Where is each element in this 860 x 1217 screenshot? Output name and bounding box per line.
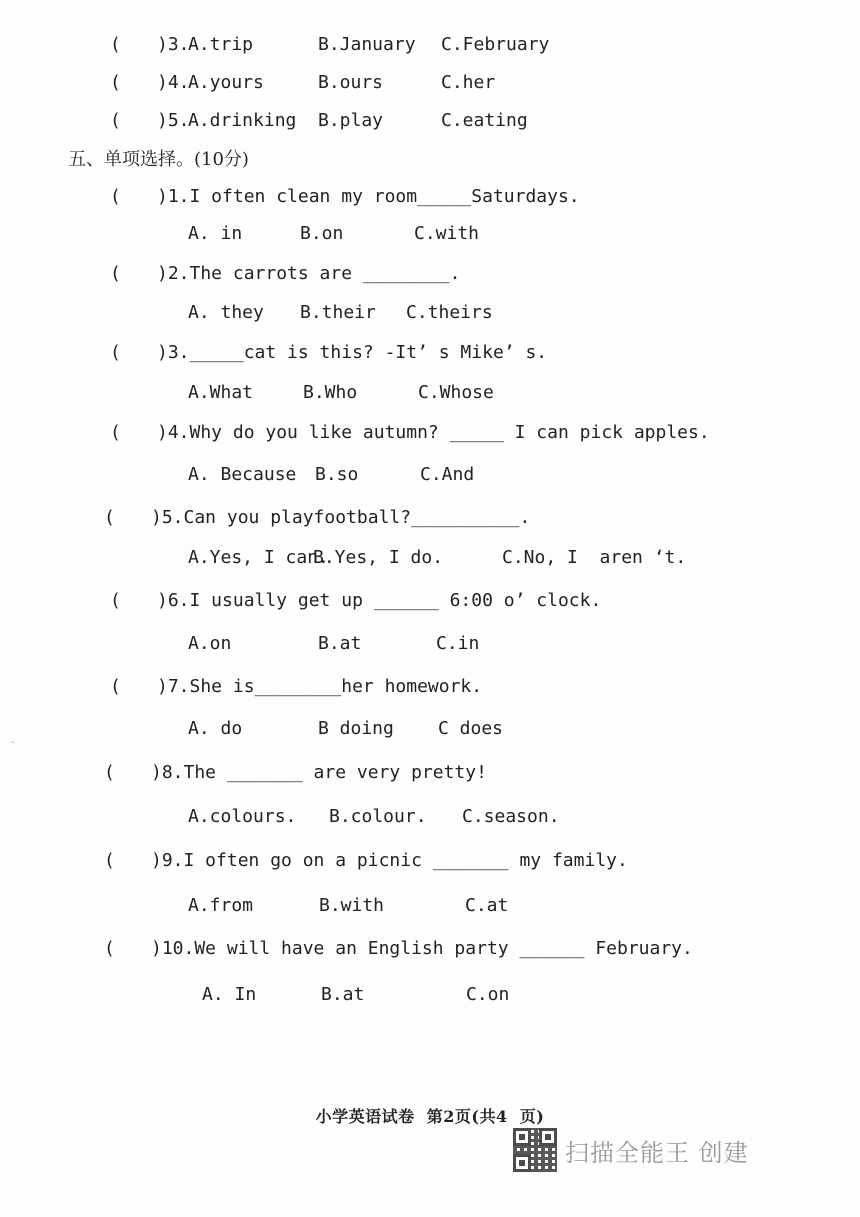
question-stem (0, 846, 860, 876)
qr-code-icon (513, 1128, 557, 1172)
option-b: B.with (319, 895, 385, 916)
question-options (0, 378, 860, 408)
option-b: B doing (318, 718, 394, 739)
option-a: A. Because (188, 464, 297, 485)
option-a: A.on (188, 633, 232, 654)
question-stem (0, 259, 860, 289)
question-options (0, 891, 860, 921)
question-text: )1.I often clean my room_____Saturdays. (157, 186, 580, 207)
option-c: C.season. (462, 806, 560, 827)
option-b: B.at (321, 984, 365, 1005)
question-stem (0, 672, 860, 702)
option-a: A.from (188, 895, 254, 916)
question-stem (0, 934, 860, 964)
question-text: )5.Can you playfootball?__________. (151, 507, 531, 528)
question-options (0, 219, 860, 249)
scanner-watermark (513, 1126, 749, 1174)
option-c: C.No, I aren ‘t. (502, 547, 687, 568)
option-c: C.theirs (406, 302, 493, 323)
option-a: A.What (188, 382, 254, 403)
option-a: A. in (188, 223, 243, 244)
option-row (0, 106, 860, 136)
answer-paren: ( (110, 34, 121, 55)
answer-paren: ( (110, 110, 121, 131)
option-b: B.Who (303, 382, 358, 403)
answer-paren: ( (110, 422, 121, 443)
option-c: C.on (466, 984, 510, 1005)
option-b: B.ours (318, 72, 384, 93)
option-a: A.colours. (188, 806, 297, 827)
question-text: )9.I often go on a picnic _______ my family. (151, 850, 628, 871)
option-row (0, 30, 860, 60)
answer-paren: ( (104, 938, 115, 959)
question-text: )2.The carrots are ________. (157, 263, 461, 284)
answer-paren: ( (110, 676, 121, 697)
option-a: A.Yes, I can. (188, 547, 329, 568)
scan-speck: . (10, 735, 17, 746)
option-c: C.Whose (418, 382, 494, 403)
answer-paren: ( (110, 590, 121, 611)
option-c: C.in (436, 633, 480, 654)
section-title: 五、单项选择。(10分) (68, 149, 249, 170)
option-b: B.their (300, 302, 376, 323)
option-a: A.trip (188, 34, 254, 55)
option-b: B.play (318, 110, 384, 131)
option-b: B.colour. (329, 806, 427, 827)
option-c: C.eating (441, 110, 528, 131)
answer-paren: ( (110, 263, 121, 284)
option-b: B.January (318, 34, 416, 55)
question-stem (0, 182, 860, 212)
answer-paren: ( (110, 72, 121, 93)
question-stem (0, 503, 860, 533)
page-footer: 小学英语试卷 第2页(共4 页) (315, 1107, 545, 1126)
question-options (0, 460, 860, 490)
option-c: C.with (414, 223, 480, 244)
question-stem (0, 418, 860, 448)
answer-paren: ( (110, 186, 121, 207)
answer-paren: ( (104, 850, 115, 871)
watermark-text: 扫描全能王 创建 (565, 1138, 749, 1167)
option-a: A. do (188, 718, 243, 739)
question-number: )4. (157, 72, 190, 93)
answer-paren: ( (104, 762, 115, 783)
question-options (0, 543, 860, 573)
option-c: C.her (441, 72, 496, 93)
question-text: )8.The _______ are very pretty! (151, 762, 487, 783)
option-c: C.at (465, 895, 509, 916)
question-text: )6.I usually get up ______ 6:00 o’ clock. (157, 590, 602, 611)
question-stem (0, 586, 860, 616)
question-stem (0, 758, 860, 788)
question-options (0, 980, 860, 1010)
answer-paren: ( (110, 342, 121, 363)
option-c: C.February (441, 34, 550, 55)
option-b: B.Yes, I do. (313, 547, 444, 568)
question-number: )3. (157, 34, 190, 55)
question-number: )5. (157, 110, 190, 131)
option-a: A.drinking (188, 110, 297, 131)
question-options (0, 629, 860, 659)
question-options (0, 714, 860, 744)
option-b: B.on (300, 223, 344, 244)
question-text: )3._____cat is this? -It’ s Mike’ s. (157, 342, 548, 363)
answer-paren: ( (104, 507, 115, 528)
option-c: C does (438, 718, 504, 739)
option-row (0, 68, 860, 98)
option-a: A. they (188, 302, 264, 323)
question-options (0, 298, 860, 328)
question-text: )7.She is________her homework. (157, 676, 483, 697)
option-c: C.And (420, 464, 475, 485)
question-options (0, 802, 860, 832)
option-a: A.yours (188, 72, 264, 93)
question-stem (0, 338, 860, 368)
question-text: )4.Why do you like autumn? _____ I can pick apples. (157, 422, 710, 443)
question-text: )10.We will have an English party ______ February. (151, 938, 693, 959)
option-b: B.at (318, 633, 362, 654)
option-a: A. In (202, 984, 257, 1005)
option-b: B.so (315, 464, 359, 485)
